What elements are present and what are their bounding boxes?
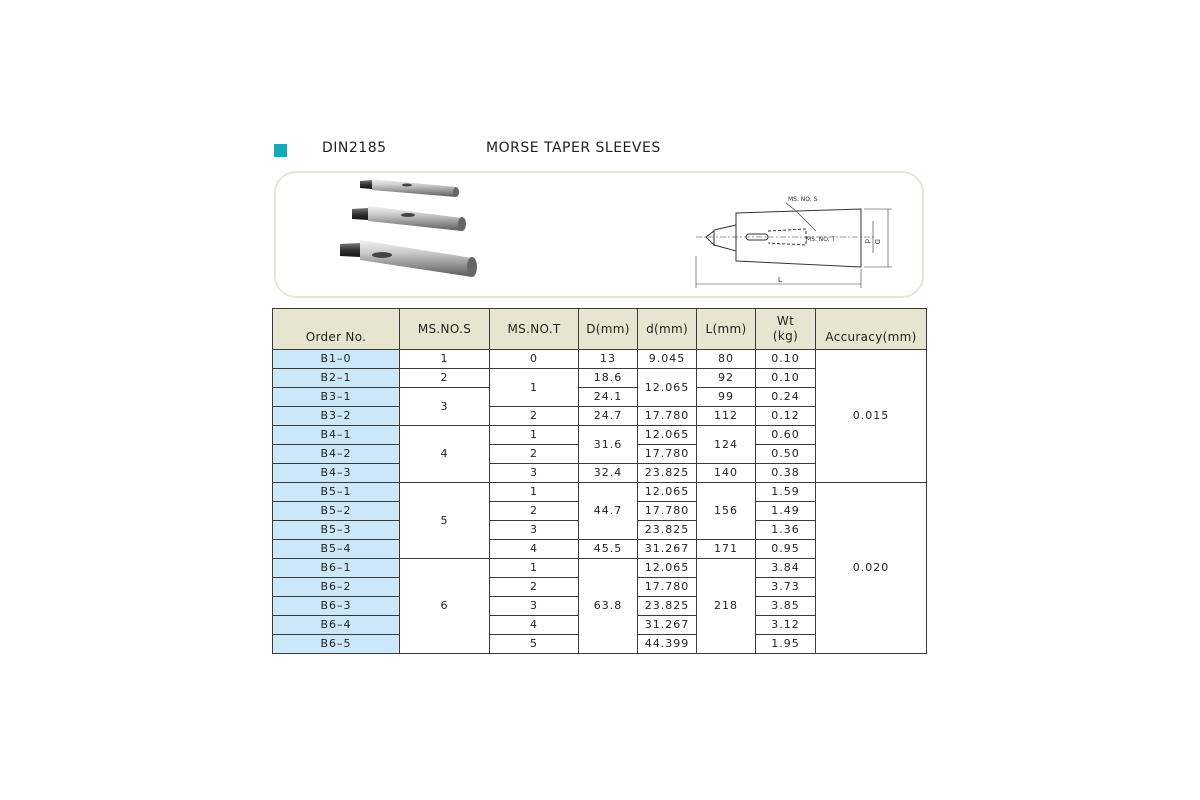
order-no: B6–4 — [273, 616, 400, 635]
D-value: 44.7 — [579, 483, 638, 540]
D-value: 45.5 — [579, 540, 638, 559]
label-ms-s: MS. NO. S — [788, 196, 818, 203]
d-value: 12.065 — [638, 369, 697, 407]
d-value: 17.780 — [638, 445, 697, 464]
d-value: 31.267 — [638, 616, 697, 635]
weight: 1.36 — [756, 521, 816, 540]
table-row — [273, 350, 927, 369]
col-ms-no-t: MS.NO.T — [490, 309, 579, 350]
D-value: 24.1 — [579, 388, 638, 407]
order-no: B5–2 — [273, 502, 400, 521]
table-row — [273, 483, 927, 502]
L-value: 156 — [697, 483, 756, 540]
weight: 0.12 — [756, 407, 816, 426]
ms-s: 3 — [400, 388, 490, 426]
d-value: 12.065 — [638, 426, 697, 445]
ms-t: 3 — [490, 464, 579, 483]
ms-t: 1 — [490, 426, 579, 445]
ms-t: 5 — [490, 635, 579, 654]
D-value: 24.7 — [579, 407, 638, 426]
weight: 3.84 — [756, 559, 816, 578]
order-no: B4–2 — [273, 445, 400, 464]
d-value: 44.399 — [638, 635, 697, 654]
sleeve-photo-large — [340, 240, 477, 277]
D-value: 32.4 — [579, 464, 638, 483]
label-diameter-d: d — [863, 239, 871, 244]
order-no: B4–1 — [273, 426, 400, 445]
ms-t: 2 — [490, 502, 579, 521]
table-header-row — [273, 309, 927, 350]
D-value: 13 — [579, 350, 638, 369]
weight: 0.24 — [756, 388, 816, 407]
col-order-no: Order No. — [273, 309, 400, 350]
order-no: B6–5 — [273, 635, 400, 654]
ms-s: 4 — [400, 426, 490, 483]
L-value: 92 — [697, 369, 756, 388]
accuracy: 0.020 — [816, 483, 927, 654]
d-value: 17.780 — [638, 407, 697, 426]
ms-t: 1 — [490, 559, 579, 578]
ms-s: 6 — [400, 559, 490, 654]
col-weight: Wt (kg) — [756, 309, 816, 350]
L-value: 140 — [697, 464, 756, 483]
ms-s: 2 — [400, 369, 490, 388]
order-no: B5–4 — [273, 540, 400, 559]
d-value: 23.825 — [638, 597, 697, 616]
col-d: d(mm) — [638, 309, 697, 350]
ms-s: 1 — [400, 350, 490, 369]
page-header — [274, 140, 926, 162]
order-no: B3–2 — [273, 407, 400, 426]
order-no: B1–0 — [273, 350, 400, 369]
d-value: 9.045 — [638, 350, 697, 369]
L-value: 171 — [697, 540, 756, 559]
d-value: 31.267 — [638, 540, 697, 559]
d-value: 17.780 — [638, 502, 697, 521]
weight: 1.49 — [756, 502, 816, 521]
section-marker-icon — [274, 144, 287, 157]
d-value: 17.780 — [638, 578, 697, 597]
D-value: 31.6 — [579, 426, 638, 464]
label-ms-t: MS. NO. T — [806, 236, 836, 243]
weight: 3.12 — [756, 616, 816, 635]
standard-code: DIN2185 — [322, 140, 387, 156]
L-value: 99 — [697, 388, 756, 407]
L-value: 80 — [697, 350, 756, 369]
ms-t: 2 — [490, 445, 579, 464]
order-no: B6–2 — [273, 578, 400, 597]
d-value: 12.065 — [638, 559, 697, 578]
weight: 1.95 — [756, 635, 816, 654]
weight: 0.10 — [756, 369, 816, 388]
weight: 0.38 — [756, 464, 816, 483]
ms-t: 2 — [490, 578, 579, 597]
page-title: MORSE TAPER SLEEVES — [486, 140, 661, 156]
order-no: B6–3 — [273, 597, 400, 616]
L-value: 124 — [697, 426, 756, 464]
weight: 0.10 — [756, 350, 816, 369]
ms-t: 3 — [490, 597, 579, 616]
ms-t: 2 — [490, 407, 579, 426]
col-ms-no-s: MS.NO.S — [400, 309, 490, 350]
D-value: 18.6 — [579, 369, 638, 388]
ms-t: 3 — [490, 521, 579, 540]
weight: 0.95 — [756, 540, 816, 559]
order-no: B6–1 — [273, 559, 400, 578]
order-no: B5–3 — [273, 521, 400, 540]
illustration-panel — [274, 171, 924, 298]
weight: 3.85 — [756, 597, 816, 616]
col-D: D(mm) — [579, 309, 638, 350]
order-no: B5–1 — [273, 483, 400, 502]
ms-t: 0 — [490, 350, 579, 369]
order-no: B2–1 — [273, 369, 400, 388]
order-no: B4–3 — [273, 464, 400, 483]
sleeve-photo-medium — [352, 206, 466, 231]
d-value: 23.825 — [638, 464, 697, 483]
d-value: 12.065 — [638, 483, 697, 502]
weight: 3.73 — [756, 578, 816, 597]
ms-s: 5 — [400, 483, 490, 559]
col-L: L(mm) — [697, 309, 756, 350]
weight: 0.50 — [756, 445, 816, 464]
label-length: L — [778, 276, 782, 284]
weight: 0.60 — [756, 426, 816, 445]
L-value: 218 — [697, 559, 756, 654]
ms-t: 4 — [490, 540, 579, 559]
ms-t: 1 — [490, 369, 579, 407]
ms-t: 4 — [490, 616, 579, 635]
illustration — [276, 173, 926, 300]
spec-table — [272, 308, 927, 654]
L-value: 112 — [697, 407, 756, 426]
order-no: B3–1 — [273, 388, 400, 407]
technical-drawing — [696, 203, 892, 288]
label-diameter-D: D — [873, 239, 881, 245]
D-value: 63.8 — [579, 559, 638, 654]
sleeve-photo-small — [360, 179, 459, 197]
weight: 1.59 — [756, 483, 816, 502]
ms-t: 1 — [490, 483, 579, 502]
d-value: 23.825 — [638, 521, 697, 540]
col-accuracy: Accuracy(mm) — [816, 309, 927, 350]
accuracy: 0.015 — [816, 350, 927, 483]
